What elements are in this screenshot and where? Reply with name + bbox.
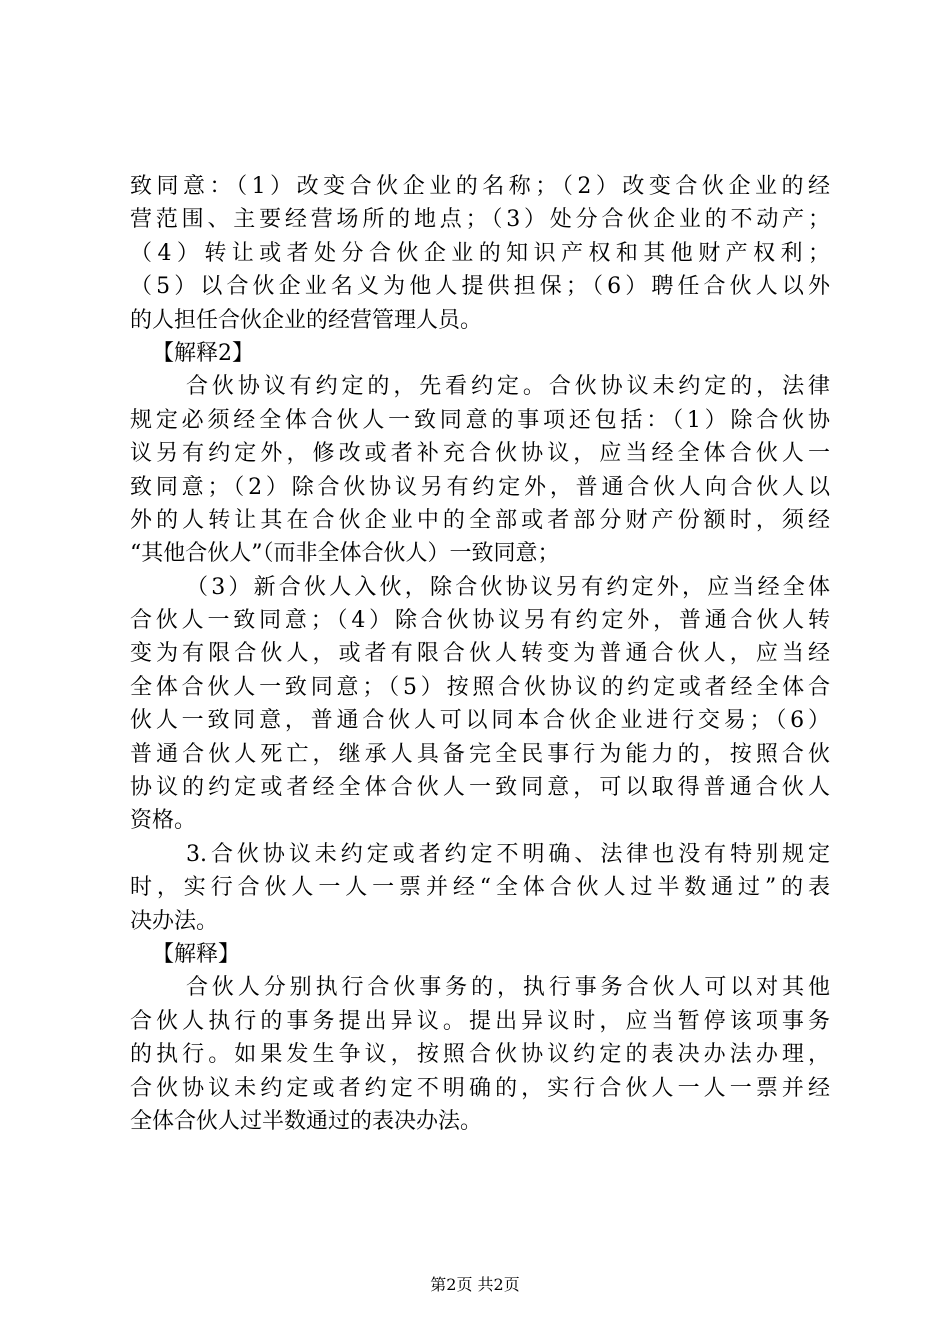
text-line: 3.合伙协议未约定或者约定不明确、法律也没有特别规定: [186, 841, 830, 867]
page-footer: 第2页 共2页: [430, 1275, 520, 1294]
text-line: 【解释2】: [152, 340, 254, 366]
text-line: 合伙协议有约定的，先看约定。合伙协议未约定的，法律: [186, 374, 830, 400]
text-line: 普通合伙人死亡，继承人具备完全民事行为能力的，按照合伙: [130, 741, 830, 767]
text-line: 合伙人执行的事务提出异议。提出异议时，应当暂停该项事务: [130, 1008, 830, 1034]
text-line: 伙人一致同意，普通合伙人可以同本合伙企业进行交易；（6）: [130, 708, 830, 734]
text-line: 合伙协议未约定或者约定不明确的，实行合伙人一人一票并经: [130, 1075, 830, 1101]
text-line: 全体合伙人一致同意；（5）按照合伙协议的约定或者经全体合: [130, 674, 830, 700]
text-line: 时，实行合伙人一人一票并经“全体合伙人过半数通过”的表: [130, 875, 830, 901]
text-line: （4）转让或者处分合伙企业的知识产权和其他财产权利；: [130, 240, 830, 266]
text-line: 决办法。: [130, 908, 219, 934]
text-line: 规定必须经全体合伙人一致同意的事项还包括：（1）除合伙协: [130, 407, 830, 433]
text-line: 全体合伙人过半数通过的表决办法。: [130, 1108, 483, 1134]
text-line: 致同意：（1）改变合伙企业的名称；（2）改变合伙企业的经: [130, 174, 830, 199]
text-line: 合伙人一致同意；（4）除合伙协议另有约定外，普通合伙人转: [130, 608, 830, 634]
text-line: 协议的约定或者经全体合伙人一致同意，可以取得普通合伙人: [130, 775, 830, 801]
text-line: （3）新合伙人入伙，除合伙协议另有约定外，应当经全体: [186, 574, 830, 600]
text-line: 资格。: [130, 808, 197, 834]
text-line: 【解释】: [152, 941, 241, 967]
document-body: [130, 170, 830, 1138]
text-line: （5）以合伙企业名义为他人提供担保；（6）聘任合伙人以外: [130, 274, 830, 300]
text-line: 致同意；（2）除合伙协议另有约定外，普通合伙人向合伙人以: [130, 474, 830, 500]
text-line: 变为有限合伙人，或者有限合伙人转变为普通合伙人，应当经: [130, 641, 830, 667]
text-line: 的执行。如果发生争议，按照合伙协议约定的表决办法办理，: [130, 1042, 830, 1068]
text-line: “其他合伙人”（而非全体合伙人）一致同意；: [130, 541, 560, 567]
text-line: 营范围、主要经营场所的地点；（3）处分合伙企业的不动产；: [130, 207, 830, 233]
text-line: 外的人转让其在合伙企业中的全部或者部分财产份额时，须经: [130, 507, 830, 533]
text-line: 合伙人分别执行合伙事务的，执行事务合伙人可以对其他: [186, 975, 830, 1001]
text-line: 的人担任合伙企业的经营管理人员。: [130, 307, 483, 333]
text-line: 议另有约定外，修改或者补充合伙协议，应当经全体合伙人一: [130, 441, 830, 467]
